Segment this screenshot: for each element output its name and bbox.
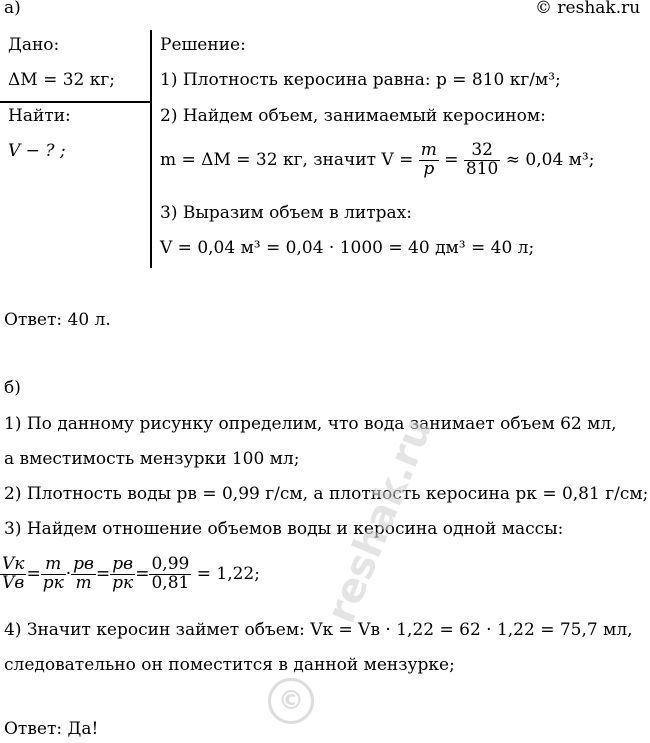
watermark-text: reshak.ru [318, 411, 442, 630]
part-b-line6: следовательно он поместится в данной мензурке; [4, 655, 455, 675]
fraction-denominator: Vв [2, 573, 25, 593]
fraction-m-p [419, 142, 439, 179]
solution-step3-formula: V = 0,04 м³ = 0,04 · 1000 = 40 дм³ = 40 л; [160, 238, 535, 258]
fraction-numerator: Vк [2, 554, 25, 575]
fraction-pv-m [71, 556, 96, 593]
fraction-vk-vv [0, 556, 26, 593]
part-b-line2: а вместимость мензурки 100 мл; [4, 449, 300, 469]
part-b-line3: 2) Плотность воды pв = 0,99 г/см, а плотность керосина pк = 0,81 г/см; [4, 484, 649, 504]
given-value: ΔM = 32 кг; [8, 70, 116, 90]
formula-left: m = ΔM = 32 кг, значит V = [160, 150, 414, 170]
part-b-line5: 4) Значит керосин займет объем: Vк = Vв · 1,22 = 62 · 1,22 = 75,7 мл, [4, 620, 633, 640]
part-b-line4: 3) Найдем отношение объемов воды и керосина одной массы: [4, 519, 564, 539]
fraction-denominator: 810 [465, 159, 499, 179]
given-divider [150, 30, 152, 268]
find-title: Найти: [8, 106, 71, 126]
answer-a: Ответ: 40 л. [4, 310, 111, 330]
ratio-result: = 1,22; [196, 564, 260, 584]
fraction-numerator: m [41, 556, 66, 575]
given-title: Дано: [8, 35, 60, 55]
fraction-32-810 [464, 142, 500, 179]
part-a-label: а) [4, 0, 21, 18]
fraction-denominator: m [75, 573, 92, 593]
fraction-denominator: 0,81 [151, 573, 190, 593]
fraction-numerator: 0,99 [151, 554, 190, 575]
solution-step2: 2) Найдем объем, занимаемый керосином: [160, 106, 546, 126]
find-divider [0, 101, 151, 103]
fraction-pv-pk [110, 556, 135, 593]
fraction-m-pk [41, 556, 66, 593]
solution-step3: 3) Выразим объем в литрах: [160, 203, 412, 223]
solution-step2-formula [160, 138, 594, 182]
find-value: V − ? ; [8, 141, 66, 161]
fraction-numerator: m [420, 140, 437, 161]
fraction-numerator: pв [110, 556, 135, 575]
formula-right: ≈ 0,04 м³; [505, 150, 595, 170]
fraction-denominator: p [423, 159, 435, 179]
ratio-formula: $\frac{Vк}{Vв}$ = $\frac{m}{pк}$ · $\frac{pв}{m}$ = $\frac{pв}{pк}$ = $\frac{0,99}{0,81}$ = 1,22; [2, 554, 260, 593]
solution-title: Решение: [160, 35, 246, 55]
fraction-numerator: 32 [464, 142, 500, 161]
solution-step1: 1) Плотность керосина равна: p = 810 кг/м³; [160, 70, 561, 90]
formula-eq: = [444, 150, 459, 170]
copyright: © reshak.ru [535, 0, 641, 18]
answer-b: Ответ: Да! [4, 719, 99, 739]
fraction-099-081 [149, 556, 191, 593]
fraction-numerator: pв [73, 554, 94, 575]
fraction-denominator: pк [112, 573, 134, 593]
part-b-line1: 1) По данному рисунку определим, что вода занимает объем 62 мл, [4, 414, 617, 434]
part-b-label: б) [4, 378, 21, 398]
fraction-denominator: pк [42, 573, 64, 593]
watermark-copyright-icon: © [268, 678, 314, 724]
